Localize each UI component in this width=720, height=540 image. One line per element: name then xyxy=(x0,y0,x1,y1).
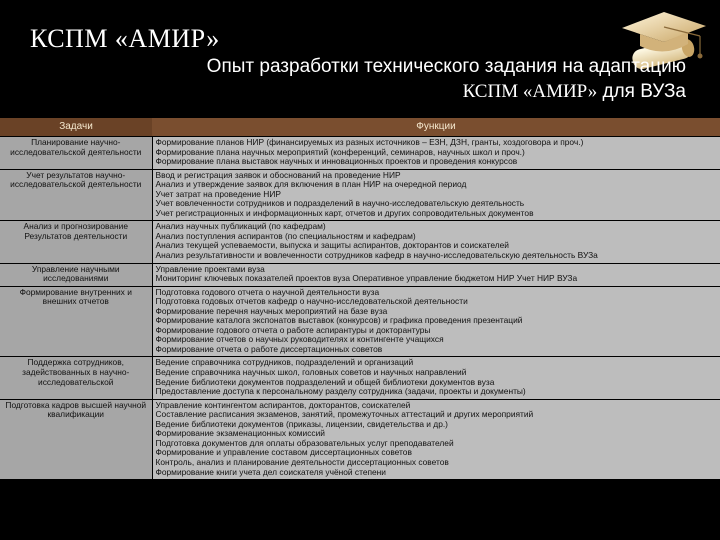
functions-cell xyxy=(152,263,720,286)
tasks-functions-table xyxy=(0,118,720,480)
function-item: Анализ и утверждение заявок для включения в план НИР на очередной период xyxy=(155,179,467,190)
table-row xyxy=(0,399,720,479)
function-item: Учет регистрационных и информационных карт, отчетов и других сопроводительных документов xyxy=(155,207,534,218)
functions-cell xyxy=(152,169,720,221)
subtitle-line-2-rest: для ВУЗа xyxy=(597,81,686,102)
table-row xyxy=(0,221,720,263)
function-item: Формирование отчетов о научных руководителях и контингенте учащихся xyxy=(155,334,444,345)
function-item: Ввод и регистрация заявок и обоснований на проведение НИР xyxy=(155,169,401,180)
function-item: Подготовка годового отчета о научной деятельности вуза xyxy=(155,286,380,297)
function-item: Ведение библиотеки документов подразделений и общей библиотеки документов вуза xyxy=(155,376,495,387)
function-item: Управление контингентом аспирантов, докторантов, соискателей xyxy=(155,399,411,410)
function-item: Формирование планов НИР (финансируемых из разных источников – ЕЗН, ДЗН, гранты, хоздоговора и проч.) xyxy=(155,137,584,147)
function-item: Формирование экзаменационных комиссий xyxy=(155,428,325,439)
function-item: Ведение справочника научных школ, головных советов и научных направлений xyxy=(155,367,467,378)
function-item: Анализ поступления аспирантов (по специальностям и кафедрам) xyxy=(155,230,416,241)
table-row xyxy=(0,286,720,357)
task-cell: Планирование научно-исследовательской деятельности xyxy=(0,137,152,170)
table-body xyxy=(0,137,720,480)
function-item: Формирование годового отчета о работе аспирантуры и докторантуры xyxy=(155,324,431,335)
function-item: Формирование каталога экспонатов выставок (конкурсов) и графика проведения презентаций xyxy=(155,315,523,326)
slide-title: КСПМ «АМИР» xyxy=(30,24,220,53)
function-item: Учет вовлеченности сотрудников и подразделений в научно-исследовательскую деятельность xyxy=(155,198,525,209)
function-item: Ведение справочника сотрудников, подразделений и организаций xyxy=(155,357,414,368)
task-cell: Подготовка кадров высшей научной квалификации xyxy=(0,399,152,479)
tasks-column-header: Задачи xyxy=(0,118,152,137)
function-item: Формирование перечня научных мероприятий на базе вуза xyxy=(155,305,388,316)
function-item: Формирование и управление составом диссертационных советов xyxy=(155,447,412,458)
functions-cell xyxy=(152,399,720,479)
functions-cell xyxy=(152,137,720,170)
task-cell: Управление научными исследованиями xyxy=(0,263,152,286)
table-row xyxy=(0,263,720,286)
task-cell: Учет результатов научно-исследовательской деятельности xyxy=(0,169,152,221)
function-item: Мониторинг ключевых показателей проектов вуза Оперативное управление бюджетом НИР Учет НИР ВУЗа xyxy=(155,273,578,284)
function-item: Формирование отчета о работе диссертационных советов xyxy=(155,343,383,354)
function-item: Ведение библиотеки документов (приказы, лицензии, свидетельства и др.) xyxy=(155,418,448,429)
table-row xyxy=(0,169,720,221)
function-item: Формирование книги учета дел соискателя учёной степени xyxy=(155,466,386,477)
table-header-row xyxy=(0,118,720,137)
slide-subtitle xyxy=(126,54,686,104)
function-item: Предоставление доступа к персональному разделу сотрудника (задачи, проекты и документы) xyxy=(155,386,526,397)
table-row xyxy=(0,357,720,399)
function-item: Формирование плана научных мероприятий (конференций, семинаров, научных школ и проч.) xyxy=(155,146,525,157)
function-item: Контроль, анализ и планирование деятельности диссертационных советов xyxy=(155,456,449,467)
function-item: Анализ текущей успеваемости, выпуска и защиты аспирантов, докторантов и соискателей xyxy=(155,240,509,251)
function-item: Анализ научных публикаций (по кафедрам) xyxy=(155,221,326,232)
functions-cell xyxy=(152,357,720,399)
function-item: Составление расписания экзаменов, занятий, промежуточных аттестаций и других мероприятий xyxy=(155,409,534,420)
subtitle-line-2 xyxy=(126,79,686,104)
function-item: Подготовка документов для оплаты образовательных услуг преподавателей xyxy=(155,437,454,448)
function-item: Формирование плана выставок научных и инновационных проектов и проведения конкурсов xyxy=(155,156,518,167)
functions-cell xyxy=(152,221,720,263)
task-cell: Формирование внутренних и внешних отчетов xyxy=(0,286,152,357)
table-row xyxy=(0,137,720,170)
subtitle-product-name: КСПМ «АМИР» xyxy=(462,81,598,102)
task-cell: Поддержка сотрудников, задействованных в научно-исследовательской xyxy=(0,357,152,399)
functions-column-header: Функции xyxy=(152,118,720,137)
task-cell: Анализ и прогнозирование Результатов деятельности xyxy=(0,221,152,263)
tasks-functions-table-container xyxy=(0,118,720,540)
function-item: Управление проектами вуза xyxy=(155,263,265,274)
functions-cell xyxy=(152,286,720,357)
function-item: Подготовка годовых отчетов кафедр о научно-исследовательской деятельности xyxy=(155,296,468,307)
function-item: Анализ результативности и вовлеченности сотрудников кафедр в научно-исследовательскую деятельность ВУЗа xyxy=(155,250,598,261)
function-item: Учет затрат на проведение НИР xyxy=(155,188,281,199)
subtitle-line-1: Опыт разработки технического задания на адаптацию xyxy=(206,56,686,77)
